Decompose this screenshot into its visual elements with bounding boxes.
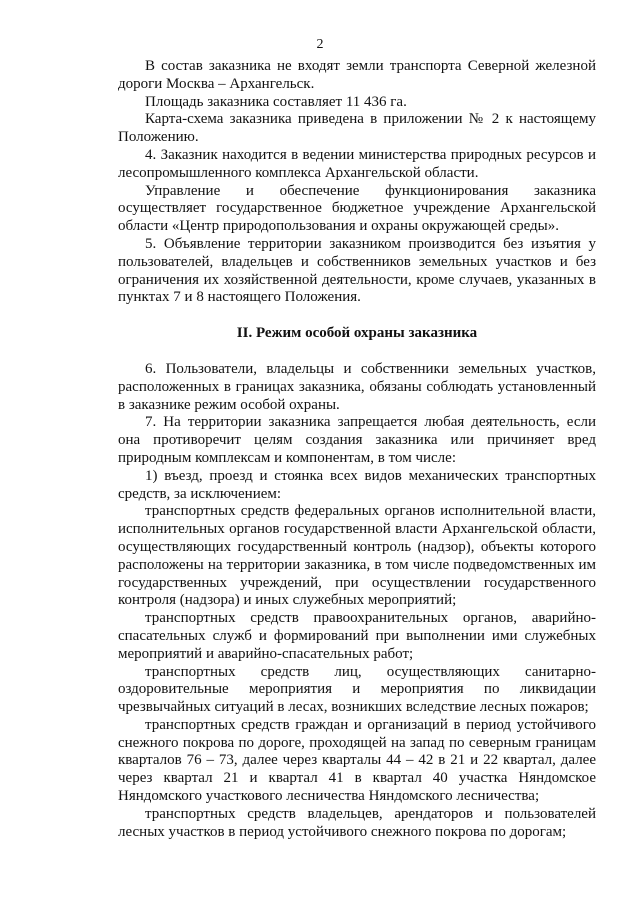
paragraph-exception-snow-road: транспортных средств граждан и организаций в период устойчивого снежного покрова по дороге, проходящей на запад по северным границам кварталов 76 – 73, далее через кварталы 44 – 42 в 21 и 22 квартал, далее через квартал 21 и квартал 41 в квартал 40 участка Няндомское Няндомского участкового лесничества Няндомского лесничества; xyxy=(118,716,596,805)
paragraph-clause-6: 6. Пользователи, владельцы и собственники земельных участков, расположенных в границах заказника, обязаны соблюдать установленный в заказнике режим особой охраны. xyxy=(118,360,596,413)
document-body xyxy=(118,58,596,841)
paragraph-exception-forest-users: транспортных средств владельцев, арендаторов и пользователей лесных участков в период устойчивого снежного покрова по дорогам; xyxy=(118,805,596,840)
page-number: 2 xyxy=(316,37,324,52)
paragraph-area: Площадь заказника составляет 11 436 га. xyxy=(145,93,407,110)
paragraph-exception-emergency: транспортных средств правоохранительных органов, аварийно-спасательных служб и формирований при выполнении ими служебных мероприятий и аварийно-спасательных работ; xyxy=(118,610,596,662)
paragraph-clause-5: 5. Объявление территории заказником производится без изъятия у пользователей, владельцев и собственников земельных участков и без ограничения их хозяйственной деятельности, кроме случаев, указанных в пунктах 7 и 8 настоящего Положения. xyxy=(118,235,596,306)
section-heading: II. Режим особой охраны заказника xyxy=(236,325,478,342)
paragraph-item-1: 1) въезд, проезд и стоянка всех видов механических транспортных средств, за исключением: xyxy=(118,467,596,502)
paragraph-management: Управление и обеспечение функционирования заказника осуществляет государственное бюджетное учреждение Архангельской области «Центр природопользования и охраны окружающей среды». xyxy=(118,182,596,235)
paragraph-map-reference: Карта-схема заказника приведена в приложении № 2 к настоящему Положению. xyxy=(118,111,596,146)
paragraph-railway-exclusion: В состав заказника не входят земли транспорта Северной железной дороги Москва – Архангельск. xyxy=(118,58,596,92)
paragraph-clause-4: 4. Заказник находится в ведении министерства природных ресурсов и лесопромышленного комплекса Архангельской области. xyxy=(118,146,596,181)
paragraph-clause-7: 7. На территории заказника запрещается любая деятельность, если она противоречит целям создания заказника или причиняет вред природным комплексам и компонентам, в том числе: xyxy=(118,414,596,466)
paragraph-exception-sanitary: транспортных средств лиц, осуществляющих санитарно-оздоровительные мероприятия и мероприятия по ликвидации чрезвычайных ситуаций в лесах, возникших вследствие лесных пожаров; xyxy=(118,663,596,716)
paragraph-exception-government: транспортных средств федеральных органов исполнительной власти, исполнительных органов государственной власти Архангельской области, осуществляющих государственный контроль (надзор), объекты которого расположены на территории заказника, в том числе подведомственных им государственных учреждений, при осуществлении государственного контроля (надзора) и иных служебных мероприятий; xyxy=(118,503,596,609)
